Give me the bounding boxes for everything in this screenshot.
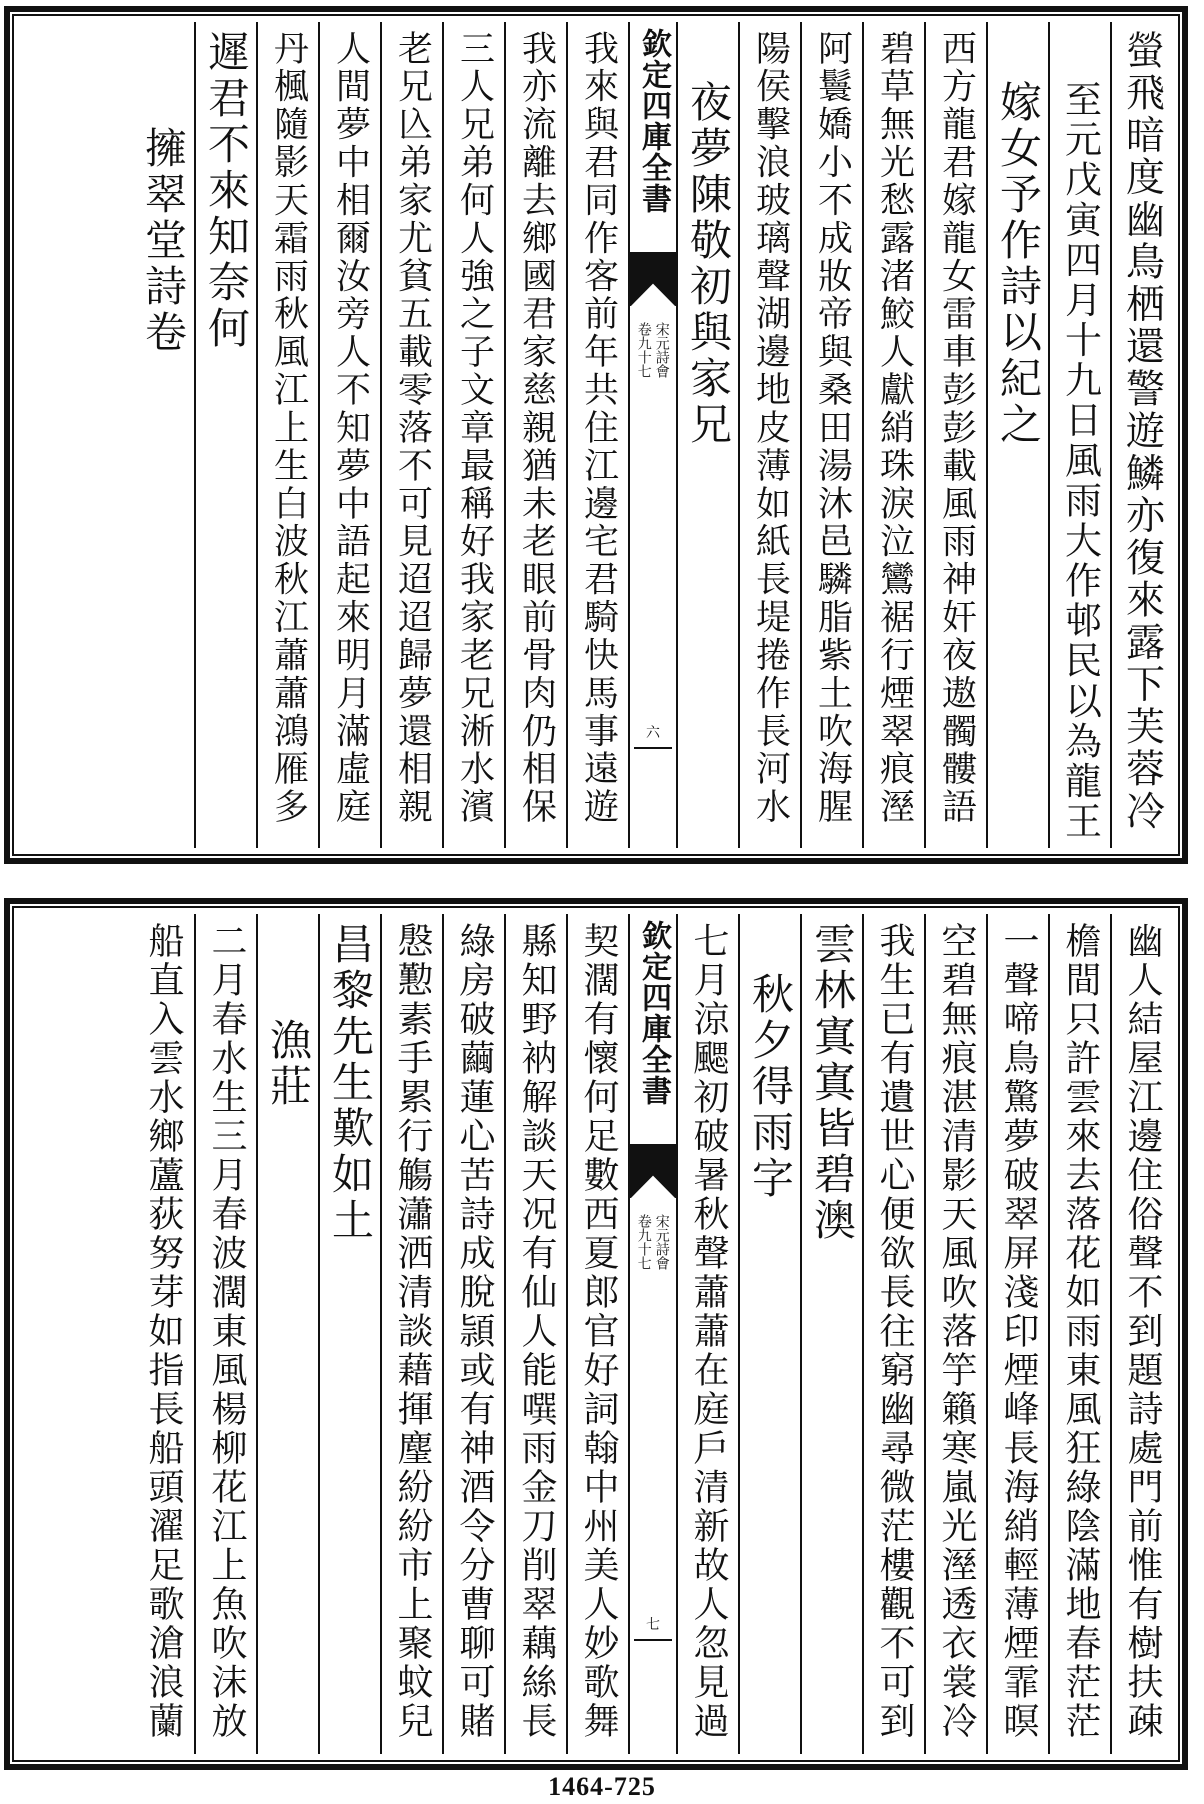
column-text: 綠房破繭蓮心苦詩成脫頴或有神酒令分曹聊可賭 xyxy=(454,922,495,1741)
page-number: 六 xyxy=(646,725,660,741)
center-rule xyxy=(634,1639,672,1641)
column-text: 我來與君同作客前年共住江邊宅君騎快馬事遠遊 xyxy=(578,30,619,827)
text-column xyxy=(1110,22,1172,848)
column-text: 夜夢陳敬初與家兄 xyxy=(684,80,733,448)
text-column xyxy=(924,914,986,1754)
column-text: 幽人結屋江邊住俗聲不到題詩處門前惟有樹扶疎 xyxy=(1122,922,1163,1741)
text-column xyxy=(1048,914,1110,1754)
page-panel-top xyxy=(4,6,1188,864)
text-column xyxy=(676,914,738,1754)
center-sub-1: 宋元詩會 xyxy=(653,1214,670,1270)
text-column xyxy=(132,914,194,1754)
center-sub-1: 宋元詩會 xyxy=(653,322,670,378)
text-column xyxy=(194,22,256,848)
text-columns xyxy=(20,22,1172,848)
text-column xyxy=(132,22,194,848)
column-text: 昌黎先生歎如土 xyxy=(326,922,375,1244)
text-column xyxy=(318,914,380,1754)
fishtail-mark xyxy=(630,1144,676,1198)
column-text: 阿鬟嬌小不成妝帝與桑田湯沐邑驎脂紫土吹海腥 xyxy=(812,30,853,827)
text-column xyxy=(256,22,318,848)
column-text: 老兄兦弟家尤貧五載零落不可見迢迢歸夢還相親 xyxy=(392,30,433,827)
column-text: 人間夢中相爾汝旁人不知夢中語起來明月滿虛庭 xyxy=(330,30,371,827)
fishtail-mark xyxy=(630,252,676,306)
column-text: 丹楓隨影天霜雨秋風江上生白波秋江蕭蕭鴻雁多 xyxy=(268,30,309,827)
center-fold-column xyxy=(628,914,676,1754)
column-text: 秋夕得雨字 xyxy=(746,972,795,1202)
text-column xyxy=(738,22,800,848)
text-column xyxy=(566,22,628,848)
book-title: 欽定四庫全書 xyxy=(636,28,671,214)
column-text: 空碧無痕湛清影天風吹落竽籟寒嵐光溼透衣裳冷 xyxy=(936,922,977,1741)
column-text: 擁翠堂詩卷 xyxy=(139,126,188,356)
column-text: 西方龍君嫁龍女雷車彭彭載風雨神奸夜遨髑髏語 xyxy=(936,30,977,827)
text-column xyxy=(566,914,628,1754)
column-text: 螢飛暗度幽鳥栖還警遊鱗亦復來露下芙蓉冷 xyxy=(1119,30,1165,833)
page-panel-bottom xyxy=(4,898,1188,1770)
text-column xyxy=(986,22,1048,848)
text-column xyxy=(800,22,862,848)
column-text: 嫁女予作詩以紀之 xyxy=(994,80,1043,448)
center-rule xyxy=(634,747,672,749)
column-text: 七月涼颸初破暑秋聲蕭蕭在庭戶清新故人忽見過 xyxy=(688,922,729,1741)
column-text: 船直入雲水鄉蘆荻努芽如指長船頭濯足歌滄浪蘭 xyxy=(143,922,184,1741)
column-text: 二月春水生三月春波濶東風楊柳花江上魚吹沫放 xyxy=(206,922,247,1741)
center-sub-2: 卷九十七 xyxy=(635,322,652,378)
text-column xyxy=(1048,22,1110,848)
text-column xyxy=(1110,914,1172,1754)
column-text: 至元戊寅四月十九日風雨大作邨民以為龍王 xyxy=(1058,80,1102,842)
column-text: 遲君不來知奈何 xyxy=(202,30,251,352)
column-text: 漁莊 xyxy=(264,1018,313,1110)
column-text: 慇懃素手累行觴瀟洒清談藉揮麈紛紛市上聚蚊兒 xyxy=(392,922,433,1741)
text-column xyxy=(318,22,380,848)
column-text: 契濶有懷何足數西夏郎官好詞翰中州美人妙歌舞 xyxy=(578,922,619,1741)
text-column xyxy=(924,22,986,848)
column-text: 碧草無光愁露渚鮫人獻綃珠淚泣鸞裾行煙翠痕溼 xyxy=(874,30,915,827)
text-column xyxy=(442,914,504,1754)
center-sub-2: 卷九十七 xyxy=(635,1214,652,1270)
text-column xyxy=(862,914,924,1754)
text-column xyxy=(862,22,924,848)
text-column xyxy=(442,22,504,848)
column-text: 縣知野衲解談天况有仙人能噀雨金刀削翠藕絲長 xyxy=(516,922,557,1741)
text-column xyxy=(504,914,566,1754)
book-title: 欽定四庫全書 xyxy=(636,920,671,1106)
text-columns xyxy=(20,914,1172,1754)
column-text: 我亦流離去鄉國君家慈親猶未老眼前骨肉仍相保 xyxy=(516,30,557,827)
column-text: 檐間只許雲來去落花如雨東風狂綠陰滿地春茫茫 xyxy=(1060,922,1101,1741)
column-text: 雲林寘寘皆碧澳 xyxy=(808,922,857,1244)
text-column xyxy=(504,22,566,848)
text-column xyxy=(380,914,442,1754)
text-column xyxy=(194,914,256,1754)
text-column xyxy=(986,914,1048,1754)
column-text: 我生已有遺世心便欲長往窮幽尋微茫樓觀不可到 xyxy=(874,922,915,1741)
page-number: 七 xyxy=(646,1617,660,1633)
column-text: 三人兄弟何人強之子文章最稱好我家老兄淅水濱 xyxy=(454,30,495,827)
text-column xyxy=(738,914,800,1754)
page-footer-number: 1464-725 xyxy=(548,1772,656,1801)
text-column xyxy=(256,914,318,1754)
text-column xyxy=(800,914,862,1754)
center-fold-column xyxy=(628,22,676,848)
text-column xyxy=(380,22,442,848)
column-text: 一聲啼鳥驚夢破翠屏淺印煙峰長海綃輕薄煙霏暝 xyxy=(998,922,1039,1741)
text-column xyxy=(676,22,738,848)
column-text: 陽侯擊浪玻璃聲湖邊地皮薄如紙長堤捲作長河水 xyxy=(750,30,791,827)
